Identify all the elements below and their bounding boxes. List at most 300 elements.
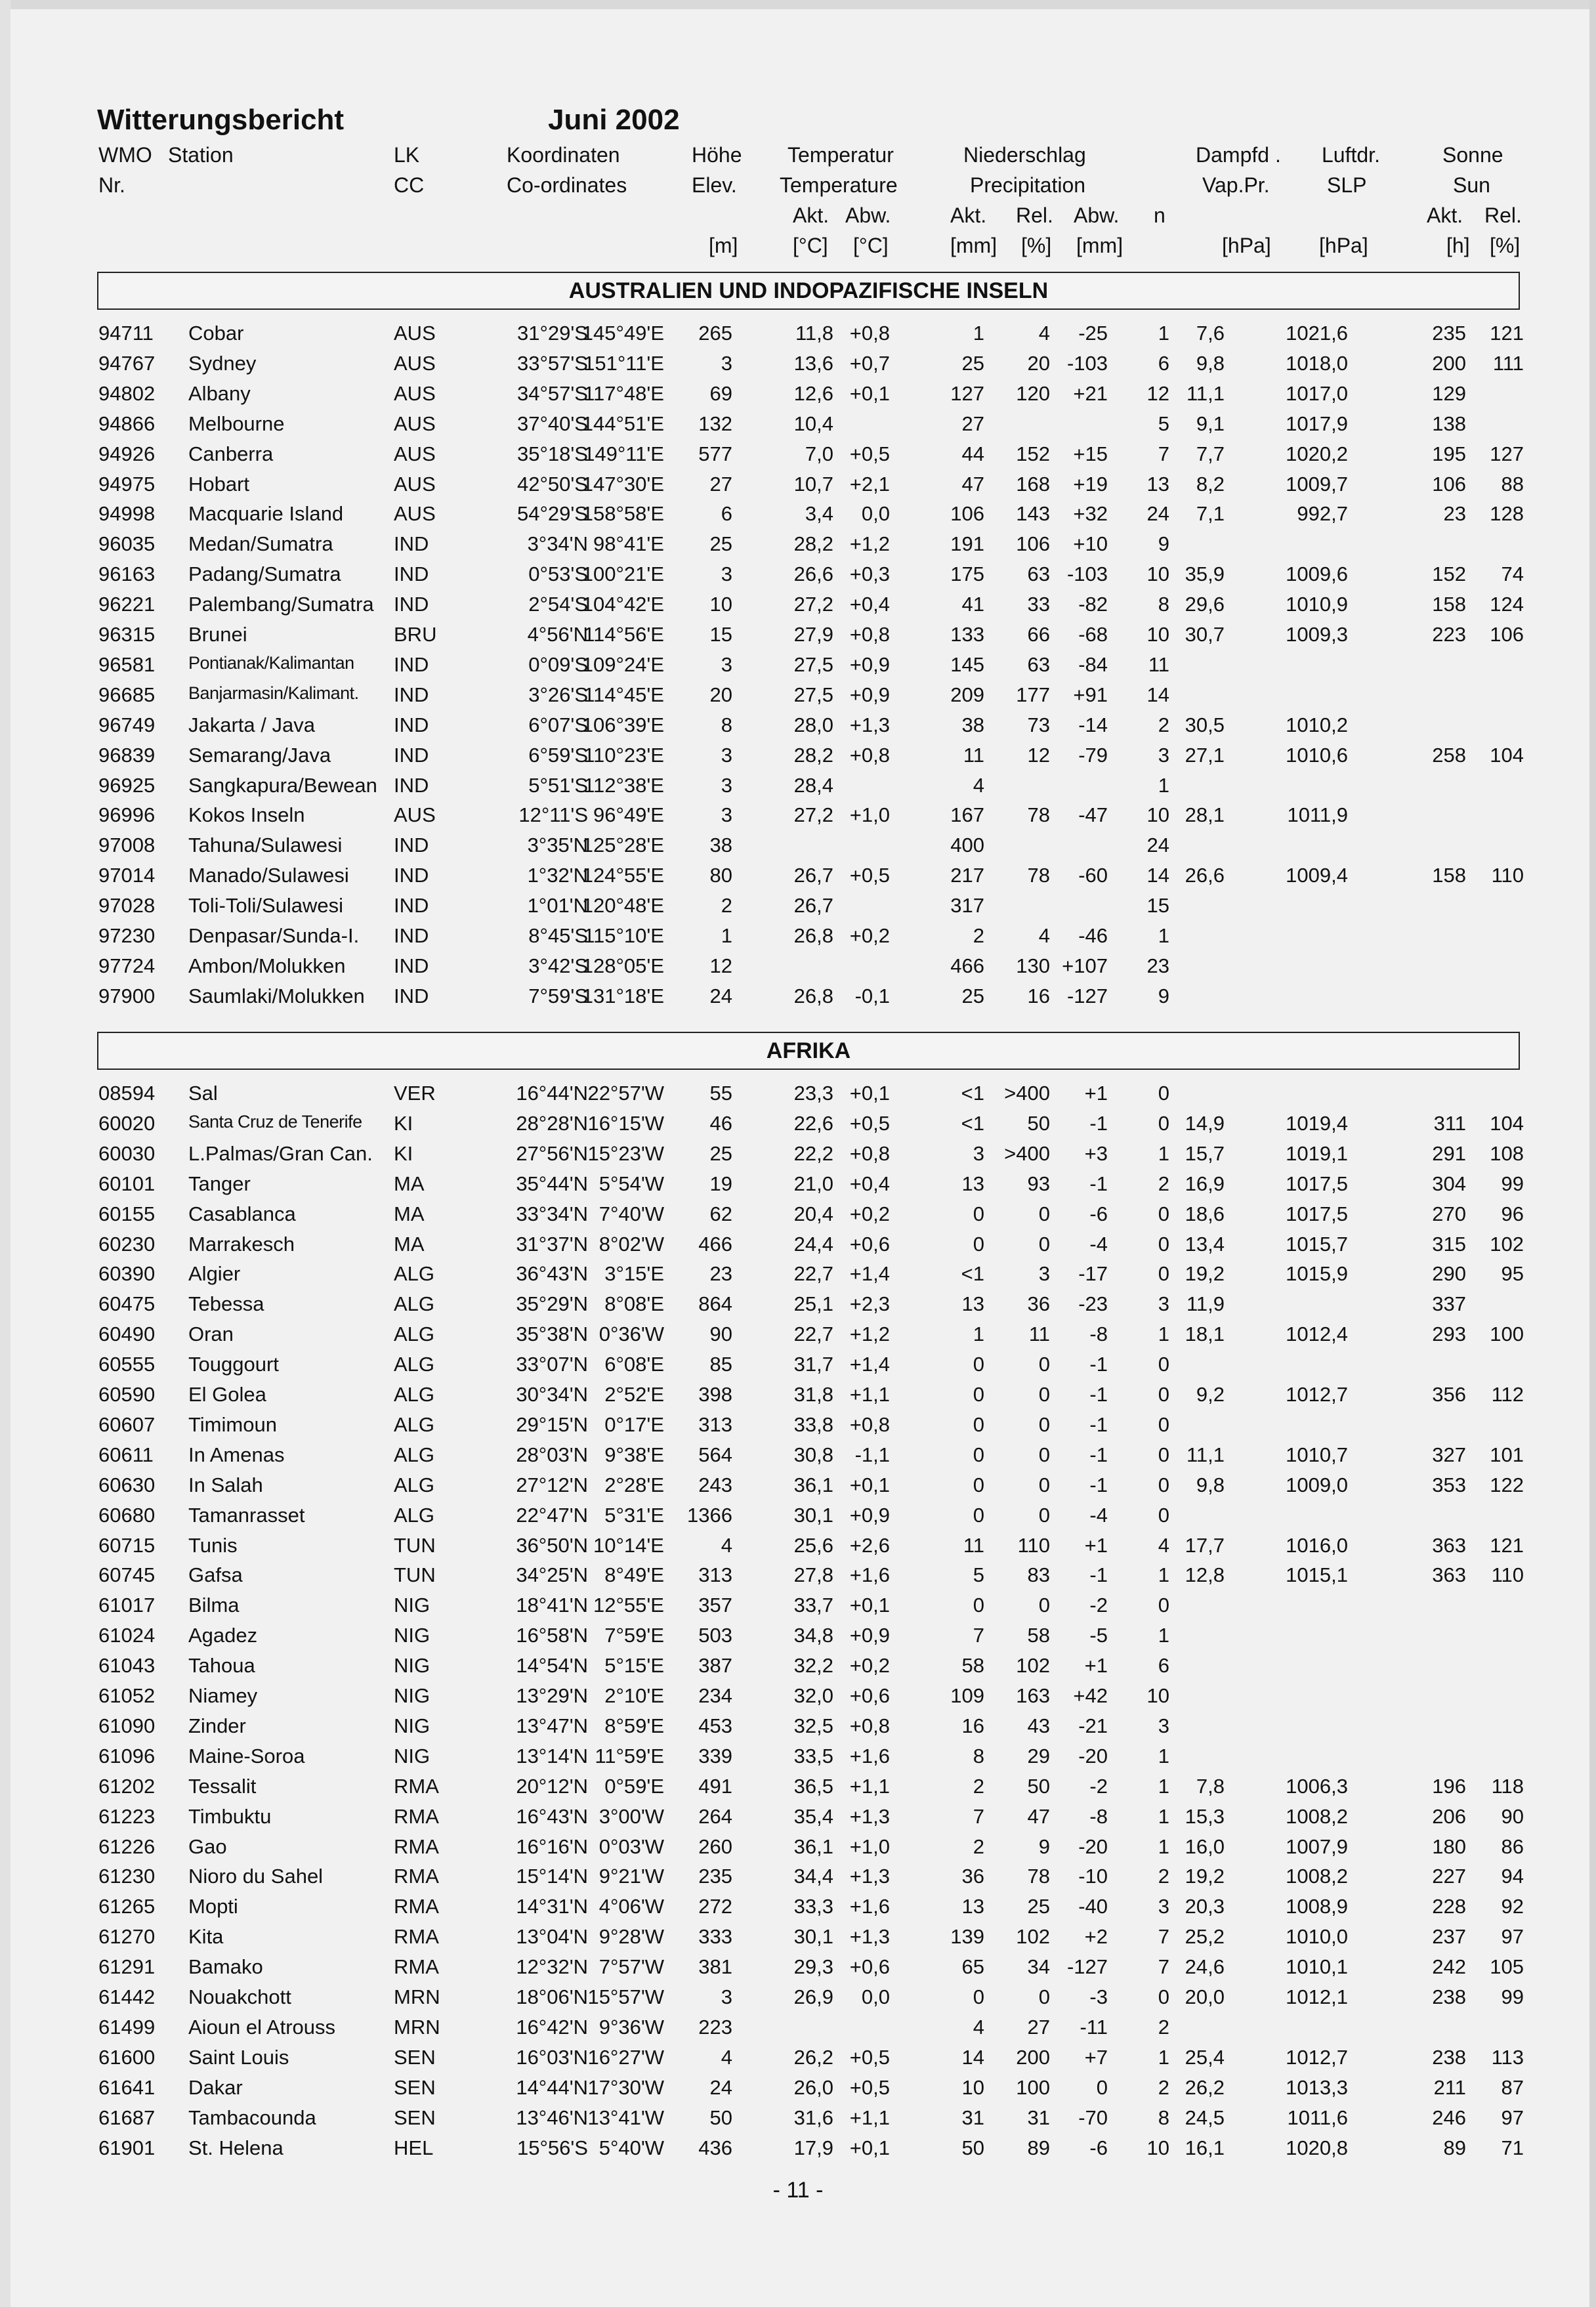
- temp-actual-cell: 7,0: [805, 442, 833, 465]
- precip-deviation-cell: +1: [1084, 1082, 1108, 1105]
- precip-days-cell: 9: [1158, 532, 1169, 556]
- precip-relative-cell: 58: [1027, 1624, 1050, 1647]
- temp-deviation-cell: -0,1: [854, 984, 890, 1007]
- latitude-cell: 0°53'S: [528, 562, 588, 586]
- precip-deviation-cell: -8: [1089, 1323, 1108, 1346]
- station-name-cell: Tunis: [188, 1533, 238, 1557]
- temp-deviation-cell: +1,2: [849, 532, 890, 556]
- country-code-cell: MA: [394, 1232, 425, 1256]
- elevation-cell: 20: [709, 683, 732, 706]
- temp-deviation-cell: +1,6: [849, 1563, 890, 1587]
- temp-actual-cell: 32,2: [793, 1654, 833, 1678]
- precip-deviation-cell: -47: [1078, 803, 1108, 827]
- table-row: [0, 1594, 1596, 1624]
- precip-relative-cell: 29: [1027, 1744, 1050, 1767]
- vapour-pressure-cell: 13,4: [1185, 1232, 1225, 1256]
- precip-actual-cell: 167: [950, 803, 984, 827]
- precip-actual-cell: 0: [973, 1503, 984, 1527]
- temp-deviation-cell: +1,6: [849, 1895, 890, 1918]
- wmo-number-cell: 96996: [98, 803, 156, 827]
- precip-deviation-cell: -1: [1089, 1111, 1108, 1135]
- latitude-cell: 42°50'S: [517, 472, 588, 496]
- station-name-cell: Touggourt: [188, 1353, 279, 1376]
- wmo-number-cell: 61641: [98, 2075, 156, 2099]
- longitude-cell: 22°57'W: [587, 1082, 664, 1105]
- hdr-temp-abw: Abw.: [845, 203, 891, 227]
- elevation-cell: 313: [698, 1412, 732, 1436]
- table-row: [0, 1624, 1596, 1654]
- wmo-number-cell: 94975: [98, 472, 156, 496]
- elevation-cell: 3: [721, 803, 732, 827]
- country-code-cell: NIG: [394, 1594, 430, 1617]
- latitude-cell: 3°34'N: [527, 532, 588, 556]
- sunshine-hours-cell: 106: [1432, 472, 1466, 496]
- table-row: [0, 1353, 1596, 1383]
- elevation-cell: 15: [709, 623, 732, 646]
- hdr-lk: LK: [394, 143, 420, 167]
- country-code-cell: ALG: [394, 1473, 435, 1496]
- table-row: [0, 623, 1596, 653]
- wmo-number-cell: 60590: [98, 1383, 156, 1406]
- table-row: [0, 653, 1596, 683]
- precip-deviation-cell: -84: [1078, 652, 1108, 676]
- station-name-cell: In Amenas: [188, 1443, 285, 1466]
- precip-days-cell: 24: [1146, 834, 1169, 857]
- elevation-cell: 234: [698, 1684, 732, 1707]
- elevation-cell: 398: [698, 1383, 732, 1406]
- vapour-pressure-cell: 9,8: [1196, 1473, 1225, 1496]
- temp-actual-cell: 20,4: [793, 1202, 833, 1225]
- latitude-cell: 13°14'N: [516, 1744, 588, 1767]
- temp-deviation-cell: +2,1: [849, 472, 890, 496]
- latitude-cell: 30°34'N: [516, 1383, 588, 1406]
- sunshine-relative-cell: 104: [1490, 1111, 1524, 1135]
- precip-days-cell: 1: [1158, 1774, 1169, 1798]
- country-code-cell: IND: [394, 864, 429, 887]
- latitude-cell: 13°29'N: [516, 1684, 588, 1707]
- precip-relative-cell: 12: [1027, 743, 1050, 767]
- temp-deviation-cell: +0,2: [849, 1202, 890, 1225]
- longitude-cell: 144°51'E: [581, 412, 664, 435]
- sunshine-hours-cell: 211: [1433, 2075, 1466, 2099]
- precip-deviation-cell: -20: [1078, 1834, 1108, 1858]
- precip-relative-cell: 47: [1027, 1804, 1050, 1828]
- sunshine-hours-cell: 363: [1432, 1533, 1466, 1557]
- longitude-cell: 8°02'W: [598, 1232, 664, 1256]
- precip-days-cell: 6: [1158, 1654, 1169, 1678]
- sea-level-pressure-cell: 1015,7: [1286, 1232, 1348, 1256]
- latitude-cell: 28°28'N: [516, 1111, 588, 1135]
- country-code-cell: NIG: [394, 1714, 430, 1737]
- latitude-cell: 37°40'S: [517, 412, 588, 435]
- temp-deviation-cell: +0,8: [849, 623, 890, 646]
- elevation-cell: 6: [721, 502, 732, 526]
- temp-actual-cell: 33,7: [793, 1594, 833, 1617]
- precip-relative-cell: 34: [1027, 1955, 1050, 1979]
- sea-level-pressure-cell: 1009,4: [1286, 864, 1348, 887]
- table-row: [0, 1142, 1596, 1172]
- temp-actual-cell: 28,2: [793, 743, 833, 767]
- precip-actual-cell: 38: [961, 713, 984, 736]
- sunshine-hours-cell: 180: [1432, 1834, 1466, 1858]
- precip-days-cell: 1: [1158, 1141, 1169, 1165]
- station-name-cell: Semarang/Java: [188, 743, 331, 767]
- country-code-cell: IND: [394, 894, 429, 918]
- temp-actual-cell: 33,8: [793, 1412, 833, 1436]
- vapour-pressure-cell: 9,8: [1196, 351, 1225, 375]
- sunshine-hours-cell: 152: [1432, 562, 1466, 586]
- wmo-number-cell: 60630: [98, 1473, 156, 1496]
- precip-days-cell: 0: [1158, 1985, 1169, 2008]
- wmo-number-cell: 60230: [98, 1232, 156, 1256]
- sea-level-pressure-cell: 1012,7: [1286, 1383, 1348, 1406]
- precip-deviation-cell: -14: [1078, 713, 1108, 736]
- temp-deviation-cell: +0,9: [849, 683, 890, 706]
- sea-level-pressure-cell: 1020,2: [1286, 442, 1348, 465]
- country-code-cell: MRN: [394, 2015, 440, 2039]
- temp-actual-cell: 27,8: [793, 1563, 833, 1587]
- precip-actual-cell: 217: [950, 864, 984, 887]
- temp-actual-cell: 36,1: [793, 1473, 833, 1496]
- country-code-cell: BRU: [394, 623, 437, 646]
- station-name-cell: Nioro du Sahel: [188, 1865, 324, 1888]
- precip-actual-cell: 1: [973, 1323, 984, 1346]
- elevation-cell: 357: [698, 1594, 732, 1617]
- table-row: [0, 1805, 1596, 1835]
- vapour-pressure-cell: 16,9: [1185, 1172, 1225, 1195]
- temp-actual-cell: 30,8: [793, 1443, 833, 1466]
- precip-actual-cell: 2: [973, 924, 984, 947]
- temp-actual-cell: 26,7: [793, 894, 833, 918]
- wmo-number-cell: 61600: [98, 2045, 156, 2069]
- elevation-cell: 223: [698, 2015, 732, 2039]
- unit-sun-pct: [%]: [1490, 234, 1521, 257]
- station-name-cell: Kita: [188, 1925, 224, 1949]
- vapour-pressure-cell: 15,7: [1185, 1141, 1225, 1165]
- temp-deviation-cell: +0,6: [849, 1955, 890, 1979]
- wmo-number-cell: 94767: [98, 351, 156, 375]
- station-name-cell: Oran: [188, 1323, 234, 1346]
- vapour-pressure-cell: 7,6: [1196, 322, 1225, 345]
- country-code-cell: AUS: [394, 412, 436, 435]
- precip-actual-cell: 2: [973, 1774, 984, 1798]
- precip-deviation-cell: -2: [1089, 1594, 1108, 1617]
- station-name-cell: Hobart: [188, 472, 250, 496]
- table-row: [0, 1654, 1596, 1684]
- wmo-number-cell: 60745: [98, 1563, 156, 1587]
- country-code-cell: IND: [394, 924, 429, 947]
- wmo-number-cell: 97028: [98, 894, 156, 918]
- latitude-cell: 27°56'N: [516, 1141, 588, 1165]
- sunshine-hours-cell: 227: [1432, 1865, 1466, 1888]
- temp-actual-cell: 27,2: [793, 593, 833, 616]
- wmo-number-cell: 61270: [98, 1925, 156, 1949]
- table-row: [0, 1835, 1596, 1865]
- vapour-pressure-cell: 29,6: [1185, 593, 1225, 616]
- sunshine-hours-cell: 293: [1432, 1323, 1466, 1346]
- temp-actual-cell: 33,5: [793, 1744, 833, 1767]
- table-row: [0, 1202, 1596, 1233]
- vapour-pressure-cell: 7,7: [1196, 442, 1225, 465]
- station-name-cell: Macquarie Island: [188, 502, 344, 526]
- latitude-cell: 34°57'S: [517, 381, 588, 405]
- table-row: [0, 473, 1596, 503]
- temp-deviation-cell: 0,0: [861, 502, 890, 526]
- vapour-pressure-cell: 17,7: [1185, 1533, 1225, 1557]
- elevation-cell: 19: [709, 1172, 732, 1195]
- sunshine-relative-cell: 99: [1501, 1172, 1524, 1195]
- table-row: [0, 2136, 1596, 2167]
- wmo-number-cell: 94866: [98, 412, 156, 435]
- table-row: [0, 1292, 1596, 1323]
- country-code-cell: RMA: [394, 1804, 439, 1828]
- station-name-cell: Tahuna/Sulawesi: [188, 834, 343, 857]
- precip-actual-cell: 317: [950, 894, 984, 918]
- temp-deviation-cell: +0,2: [849, 924, 890, 947]
- precip-relative-cell: 102: [1016, 1654, 1050, 1678]
- vapour-pressure-cell: 9,1: [1196, 412, 1225, 435]
- precip-deviation-cell: -6: [1089, 1202, 1108, 1225]
- wmo-number-cell: 61052: [98, 1684, 156, 1707]
- precip-days-cell: 0: [1158, 1473, 1169, 1496]
- latitude-cell: 36°43'N: [516, 1262, 588, 1286]
- elevation-cell: 3: [721, 562, 732, 586]
- latitude-cell: 35°44'N: [516, 1172, 588, 1195]
- wmo-number-cell: 60680: [98, 1503, 156, 1527]
- hdr-coordinates: Co-ordinates: [507, 173, 627, 197]
- temp-actual-cell: 35,4: [793, 1804, 833, 1828]
- vapour-pressure-cell: 28,1: [1185, 803, 1225, 827]
- wmo-number-cell: 60020: [98, 1111, 156, 1135]
- elevation-cell: 564: [698, 1443, 732, 1466]
- sunshine-relative-cell: 96: [1501, 1202, 1524, 1225]
- precip-relative-cell: 3: [1038, 1262, 1050, 1286]
- precip-actual-cell: 10: [961, 2075, 984, 2099]
- station-name-cell: Maine-Soroa: [188, 1744, 305, 1767]
- precip-actual-cell: 13: [961, 1895, 984, 1918]
- longitude-cell: 5°31'E: [604, 1503, 664, 1527]
- precip-relative-cell: 78: [1027, 864, 1050, 887]
- temp-deviation-cell: +2,6: [849, 1533, 890, 1557]
- table-row: [0, 834, 1596, 864]
- sea-level-pressure-cell: 1010,1: [1286, 1955, 1348, 1979]
- latitude-cell: 14°31'N: [516, 1895, 588, 1918]
- sunshine-hours-cell: 235: [1432, 322, 1466, 345]
- precip-actual-cell: 44: [961, 442, 984, 465]
- table-row: [0, 1443, 1596, 1473]
- longitude-cell: 114°56'E: [583, 623, 664, 646]
- temp-actual-cell: 27,5: [793, 652, 833, 676]
- wmo-number-cell: 96685: [98, 683, 156, 706]
- precip-days-cell: 2: [1158, 2015, 1169, 2039]
- elevation-cell: 1: [721, 924, 732, 947]
- precip-days-cell: 7: [1158, 1955, 1169, 1979]
- sea-level-pressure-cell: 1012,1: [1286, 1985, 1348, 2008]
- unit-prec-pct: [%]: [1021, 234, 1052, 257]
- hdr-prec-akt: Akt.: [950, 203, 987, 227]
- temp-deviation-cell: +1,3: [849, 1865, 890, 1888]
- vapour-pressure-cell: 19,2: [1185, 1262, 1225, 1286]
- sunshine-hours-cell: 23: [1443, 502, 1466, 526]
- precip-relative-cell: 50: [1027, 1111, 1050, 1135]
- longitude-cell: 8°08'E: [604, 1292, 664, 1316]
- precip-days-cell: 7: [1158, 1925, 1169, 1949]
- precip-actual-cell: 139: [950, 1925, 984, 1949]
- station-name-cell: Sydney: [188, 351, 257, 375]
- elevation-cell: 24: [709, 2075, 732, 2099]
- country-code-cell: MRN: [394, 1985, 440, 2008]
- country-code-cell: MA: [394, 1202, 425, 1225]
- temp-deviation-cell: +0,8: [849, 1141, 890, 1165]
- temp-actual-cell: 26,7: [793, 864, 833, 887]
- elevation-cell: 4: [721, 2045, 732, 2069]
- elevation-cell: 265: [698, 322, 732, 345]
- precip-actual-cell: 127: [950, 381, 984, 405]
- latitude-cell: 15°56'S: [517, 2136, 588, 2159]
- latitude-cell: 13°04'N: [516, 1925, 588, 1949]
- country-code-cell: IND: [394, 773, 429, 797]
- longitude-cell: 5°40'W: [598, 2136, 664, 2159]
- longitude-cell: 124°55'E: [581, 864, 664, 887]
- precip-days-cell: 6: [1158, 351, 1169, 375]
- sea-level-pressure-cell: 1012,7: [1286, 2045, 1348, 2069]
- sea-level-pressure-cell: 1019,1: [1286, 1141, 1348, 1165]
- longitude-cell: 16°15'W: [587, 1111, 664, 1135]
- country-code-cell: SEN: [394, 2106, 436, 2129]
- temp-deviation-cell: +0,2: [849, 1654, 890, 1678]
- sea-level-pressure-cell: 1006,3: [1286, 1774, 1348, 1798]
- unit-sun-h: [h]: [1446, 234, 1470, 257]
- vapour-pressure-cell: 12,8: [1185, 1563, 1225, 1587]
- precip-days-cell: 1: [1158, 1563, 1169, 1587]
- station-name-cell: Tebessa: [188, 1292, 264, 1316]
- country-code-cell: IND: [394, 652, 429, 676]
- precip-deviation-cell: +32: [1073, 502, 1108, 526]
- precip-days-cell: 4: [1158, 1533, 1169, 1557]
- wmo-number-cell: 61024: [98, 1624, 156, 1647]
- precip-deviation-cell: +91: [1073, 683, 1108, 706]
- hdr-station: Station: [168, 143, 234, 167]
- hdr-niederschlag: Niederschlag: [963, 143, 1086, 167]
- wmo-number-cell: 96581: [98, 652, 156, 676]
- precip-relative-cell: 4: [1038, 322, 1050, 345]
- table-row: [0, 2076, 1596, 2106]
- wmo-number-cell: 96925: [98, 773, 156, 797]
- sunshine-hours-cell: 311: [1433, 1111, 1466, 1135]
- elevation-cell: 387: [698, 1654, 732, 1678]
- precip-days-cell: 10: [1146, 623, 1169, 646]
- precip-days-cell: 9: [1158, 984, 1169, 1007]
- precip-actual-cell: 466: [950, 954, 984, 977]
- wmo-number-cell: 94711: [98, 322, 154, 345]
- sunshine-hours-cell: 258: [1432, 743, 1466, 767]
- station-name-cell: Tanger: [188, 1172, 251, 1195]
- precip-actual-cell: 3: [973, 1141, 984, 1165]
- latitude-cell: 33°34'N: [516, 1202, 588, 1225]
- wmo-number-cell: 94926: [98, 442, 156, 465]
- precip-relative-cell: 163: [1016, 1684, 1050, 1707]
- table-row: [0, 1775, 1596, 1805]
- precip-relative-cell: 73: [1027, 713, 1050, 736]
- sea-level-pressure-cell: 1011,6: [1287, 2106, 1348, 2129]
- country-code-cell: SEN: [394, 2045, 436, 2069]
- country-code-cell: TUN: [394, 1563, 436, 1587]
- elevation-cell: 25: [709, 1141, 732, 1165]
- latitude-cell: 35°29'N: [516, 1292, 588, 1316]
- temp-actual-cell: 30,1: [793, 1503, 833, 1527]
- station-name-cell: Canberra: [188, 442, 274, 465]
- vapour-pressure-cell: 16,1: [1185, 2136, 1225, 2159]
- precip-deviation-cell: -1: [1089, 1172, 1108, 1195]
- latitude-cell: 31°37'N: [516, 1232, 588, 1256]
- sunshine-hours-cell: 290: [1432, 1262, 1466, 1286]
- precip-relative-cell: 89: [1027, 2136, 1050, 2159]
- precip-days-cell: 0: [1158, 1503, 1169, 1527]
- sunshine-hours-cell: 158: [1432, 593, 1466, 616]
- hdr-cc: CC: [394, 173, 425, 197]
- latitude-cell: 12°32'N: [516, 1955, 588, 1979]
- station-name-cell: Saint Louis: [188, 2045, 289, 2069]
- temp-actual-cell: 10,4: [793, 412, 833, 435]
- country-code-cell: RMA: [394, 1834, 439, 1858]
- sea-level-pressure-cell: 1017,5: [1286, 1202, 1348, 1225]
- station-name-cell: L.Palmas/Gran Can.: [188, 1141, 373, 1165]
- wmo-number-cell: 60475: [98, 1292, 156, 1316]
- precip-days-cell: 0: [1158, 1412, 1169, 1436]
- precip-days-cell: 2: [1158, 1865, 1169, 1888]
- elevation-cell: 3: [721, 652, 732, 676]
- station-name-cell: Dakar: [188, 2075, 243, 2099]
- temp-actual-cell: 32,0: [793, 1684, 833, 1707]
- precip-deviation-cell: -4: [1089, 1232, 1108, 1256]
- precip-actual-cell: 11: [963, 743, 984, 767]
- precip-days-cell: 0: [1158, 1232, 1169, 1256]
- sea-level-pressure-cell: 1018,0: [1286, 351, 1348, 375]
- station-name-cell: Sangkapura/Bewean: [188, 773, 377, 797]
- sunshine-hours-cell: 195: [1432, 442, 1466, 465]
- country-code-cell: NIG: [394, 1684, 430, 1707]
- station-name-cell: Timbuktu: [188, 1804, 272, 1828]
- sunshine-hours-cell: 129: [1432, 381, 1466, 405]
- precip-relative-cell: 120: [1016, 381, 1050, 405]
- vapour-pressure-cell: 24,6: [1185, 1955, 1225, 1979]
- precip-days-cell: 12: [1146, 381, 1169, 405]
- vapour-pressure-cell: 25,4: [1185, 2045, 1225, 2069]
- station-name-cell: Manado/Sulawesi: [188, 864, 349, 887]
- station-name-cell: Marrakesch: [188, 1232, 295, 1256]
- precip-actual-cell: 8: [973, 1744, 984, 1767]
- precip-deviation-cell: -127: [1066, 984, 1108, 1007]
- latitude-cell: 13°47'N: [516, 1714, 588, 1737]
- unit-temp-abw: [°C]: [853, 234, 889, 257]
- vapour-pressure-cell: 19,2: [1185, 1865, 1225, 1888]
- precip-actual-cell: 145: [950, 652, 984, 676]
- temp-deviation-cell: +0,9: [849, 1624, 890, 1647]
- temp-actual-cell: 26,2: [793, 2045, 833, 2069]
- precip-deviation-cell: -1: [1089, 1383, 1108, 1406]
- table-row: [0, 924, 1596, 954]
- temp-actual-cell: 13,6: [793, 351, 833, 375]
- latitude-cell: 1°32'N: [527, 864, 588, 887]
- precip-relative-cell: 0: [1038, 1503, 1050, 1527]
- elevation-cell: 4: [721, 1533, 732, 1557]
- precip-actual-cell: 0: [973, 1383, 984, 1406]
- latitude-cell: 15°14'N: [516, 1865, 588, 1888]
- table-row: [0, 1473, 1596, 1504]
- station-name-cell: Santa Cruz de Tenerife: [188, 1111, 362, 1132]
- temp-actual-cell: 29,3: [793, 1955, 833, 1979]
- wmo-number-cell: 96749: [98, 713, 156, 736]
